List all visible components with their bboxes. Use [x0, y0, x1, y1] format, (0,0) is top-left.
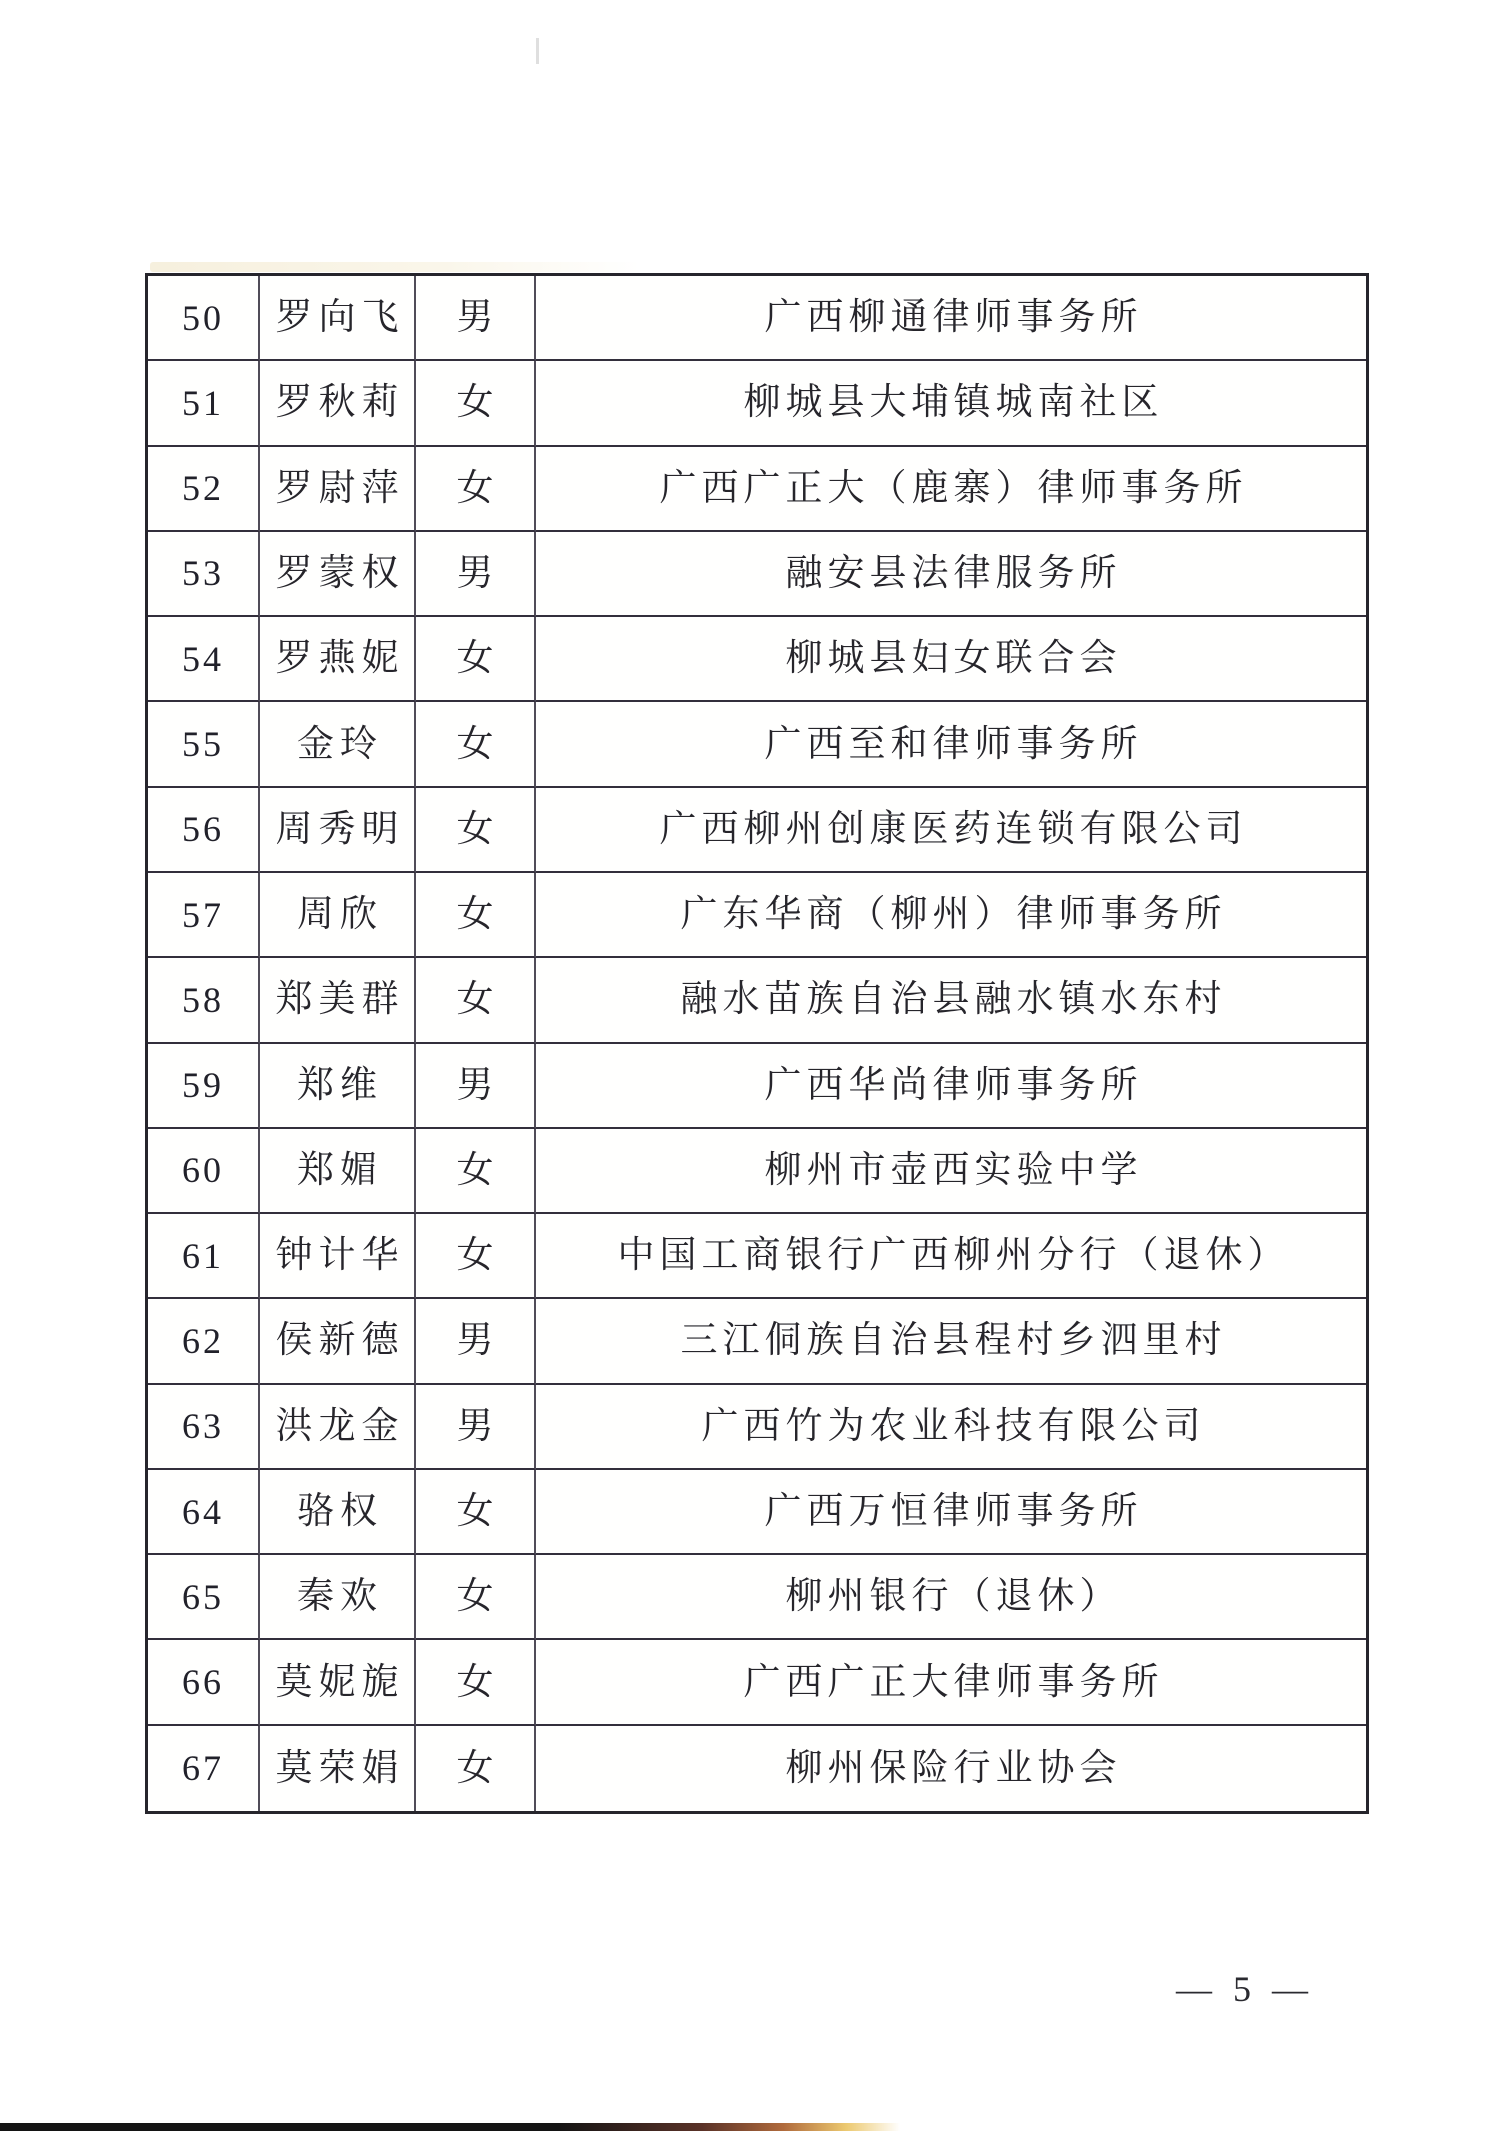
cell-org: 广西万恒律师事务所 [536, 1470, 1366, 1555]
cell-org: 柳州银行（退休） [536, 1555, 1366, 1640]
cell-name: 秦欢 [260, 1555, 416, 1640]
cell-gender: 女 [416, 1726, 536, 1811]
cell-name: 郑美群 [260, 958, 416, 1043]
cell-name: 侯新德 [260, 1299, 416, 1384]
cell-org: 广东华商（柳州）律师事务所 [536, 873, 1366, 958]
scan-artifact-bottom-edge [0, 2123, 900, 2131]
cell-name: 钟计华 [260, 1214, 416, 1299]
cell-org: 柳城县大埔镇城南社区 [536, 361, 1366, 446]
cell-org: 柳州保险行业协会 [785, 1747, 1122, 1789]
cell-no: 56 [148, 788, 260, 873]
cell-name: 周欣 [260, 873, 416, 958]
cell-gender: 男 [416, 532, 536, 617]
cell-name: 洪龙金 [260, 1385, 416, 1470]
cell-no: 58 [148, 958, 260, 1043]
cell-name: 郑维 [260, 1044, 416, 1129]
cell-gender: 女 [416, 873, 536, 958]
scan-artifact-tick [536, 38, 539, 64]
cell-no: 55 [148, 702, 260, 787]
cell-no: 52 [148, 447, 260, 532]
cell-no: 61 [148, 1214, 260, 1299]
cell-name: 郑媚 [260, 1129, 416, 1214]
cell-org: 中国工商银行广西柳州分行（退休） [536, 1214, 1366, 1299]
cell-gender: 女 [416, 447, 536, 532]
cell-gender: 女 [416, 1640, 536, 1725]
cell-gender: 男 [416, 1299, 536, 1384]
cell-gender: 女 [416, 617, 536, 702]
cell-org: 广西竹为农业科技有限公司 [536, 1385, 1366, 1470]
cell-no: 64 [148, 1470, 260, 1555]
cell-no: 59 [148, 1044, 260, 1129]
cell-org: 柳城县妇女联合会 [536, 617, 1366, 702]
cell-gender: 女 [416, 361, 536, 446]
cell-org: 柳州市壶西实验中学 [536, 1129, 1366, 1214]
cell-name: 罗燕妮 [260, 617, 416, 702]
cell-no: 53 [148, 532, 260, 617]
cell-org: 广西广正大（鹿寨）律师事务所 [536, 447, 1366, 532]
cell-no: 65 [148, 1555, 260, 1640]
cell-gender: 女 [416, 788, 536, 873]
cell-no: 50 [148, 276, 260, 361]
cell-gender: 男 [416, 276, 536, 361]
cell-no: 54 [148, 617, 260, 702]
cell-no: 62 [148, 1299, 260, 1384]
cell-no: 63 [148, 1385, 260, 1470]
cell-no: 66 [148, 1640, 260, 1725]
cell-name: 莫荣娟 [260, 1726, 416, 1811]
cell-no: 60 [148, 1129, 260, 1214]
cell-org: 广西广正大律师事务所 [536, 1640, 1366, 1725]
cell-org: 广西柳通律师事务所 [536, 276, 1366, 361]
cell-org: 融安县法律服务所 [536, 532, 1366, 617]
cell-name: 莫妮旎 [260, 1640, 416, 1725]
page-number: — 5 — [1176, 1969, 1314, 2009]
cell-name: 骆权 [260, 1470, 416, 1555]
cell-name: 金玲 [260, 702, 416, 787]
cell-org: 广西柳州创康医药连锁有限公司 [536, 788, 1366, 873]
cell-name: 罗向飞 [260, 276, 416, 361]
cell-no: 67 [148, 1726, 260, 1811]
cell-name: 罗秋莉 [260, 361, 416, 446]
cell-name: 罗尉萍 [260, 447, 416, 532]
cell-org: 广西至和律师事务所 [536, 702, 1366, 787]
scan-artifact-smudge [150, 262, 640, 272]
cell-gender: 女 [416, 1129, 536, 1214]
roster-table [145, 273, 1369, 1814]
cell-gender: 女 [416, 1470, 536, 1555]
cell-name: 罗蒙权 [260, 532, 416, 617]
cell-gender: 女 [416, 702, 536, 787]
cell-gender: 女 [416, 1214, 536, 1299]
cell-no: 57 [148, 873, 260, 958]
cell-gender: 女 [416, 1555, 536, 1640]
cell-gender: 男 [416, 1385, 536, 1470]
cell-gender: 女 [416, 958, 536, 1043]
cell-gender: 男 [416, 1044, 536, 1129]
cell-name: 周秀明 [260, 788, 416, 873]
cell-org: 融水苗族自治县融水镇水东村 [536, 958, 1366, 1043]
cell-no: 51 [148, 361, 260, 446]
cell-org: 三江侗族自治县程村乡泗里村 [536, 1299, 1366, 1384]
cell-org: 广西华尚律师事务所 [536, 1044, 1366, 1129]
